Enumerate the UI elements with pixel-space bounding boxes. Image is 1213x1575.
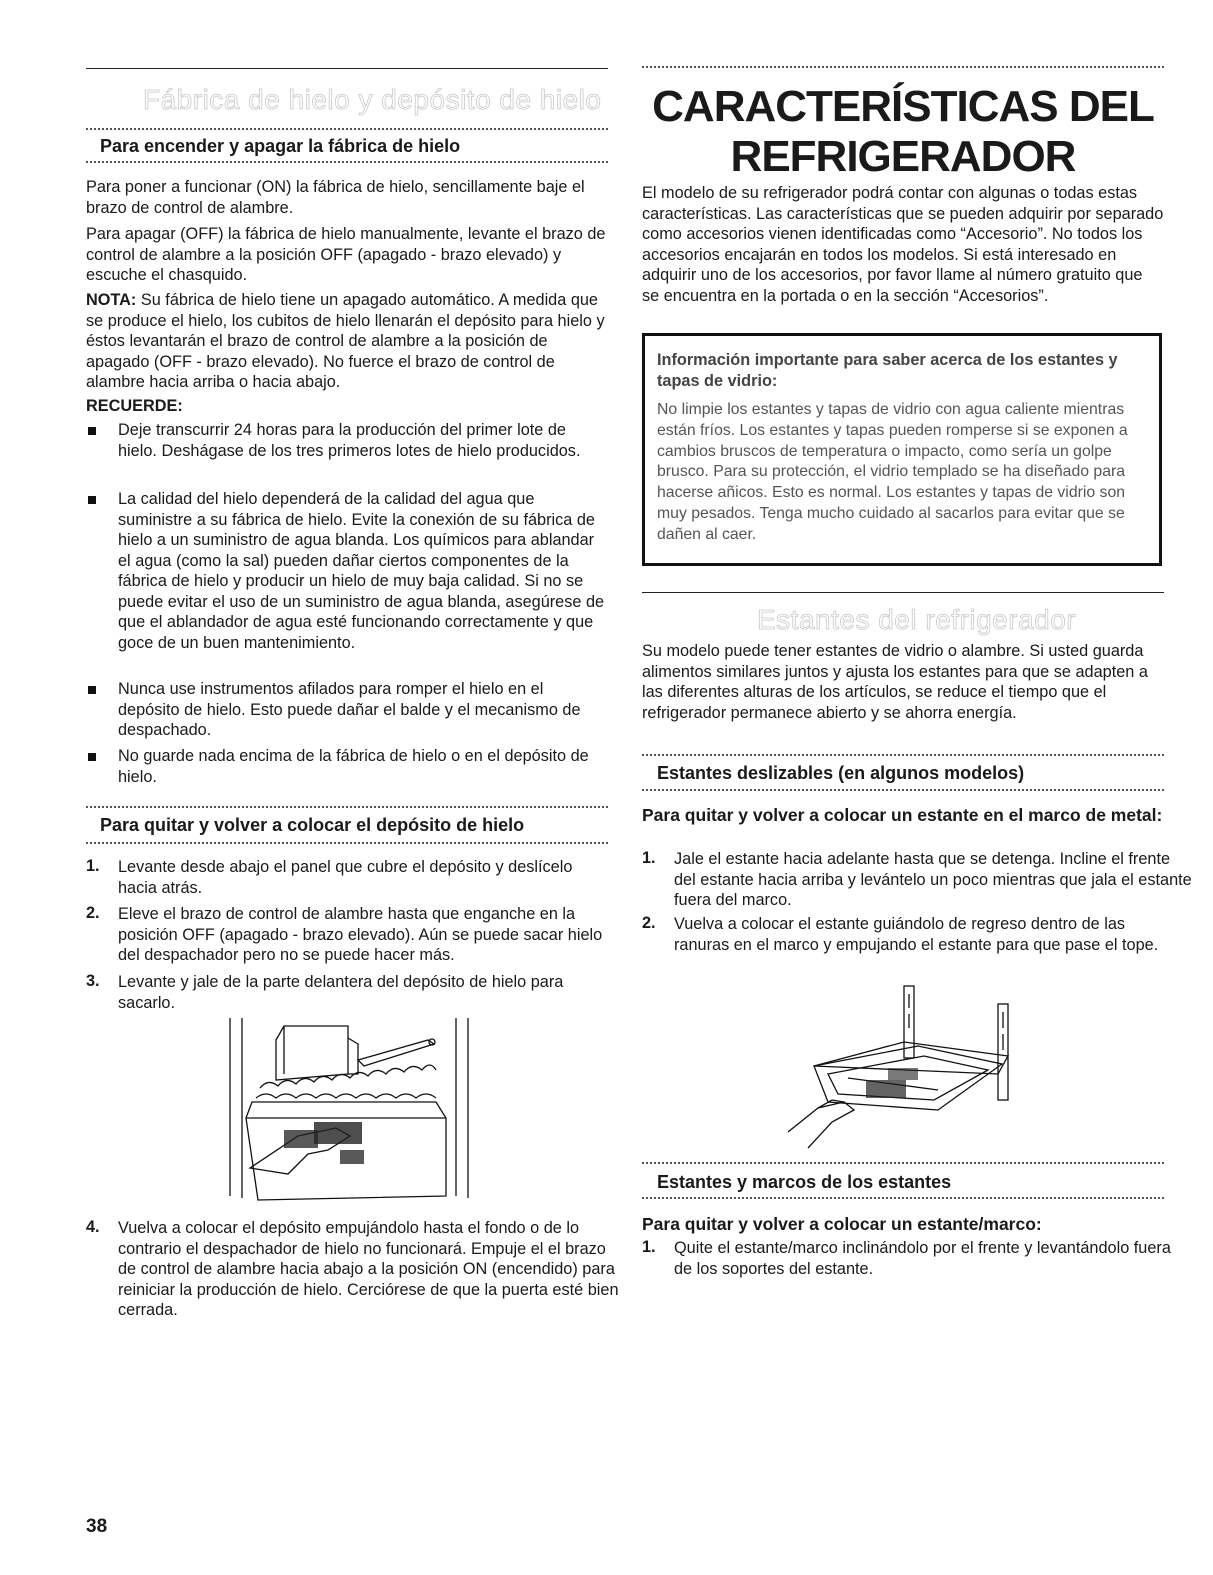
note-text: Su fábrica de hielo tiene un apagado automático. A medida que se produce el hielo, los cubitos de hielo llenarán el depósito para hielo y éstos levantarán el brazo de control de alambre a la posición de apagado (OFF - brazo elevado). No fuerce el brazo de control de alambre hacia arriba o hacia abajo. [86,291,605,391]
paragraph: Su modelo puede tener estantes de vidrio o alambre. Si usted guarda alimentos similares juntos y ajusta los estantes para que se adapten a las diferentes alturas de los artículos, se reduce el tiempo que el refrigerador permanece abierto y se ahorra energía. [642,642,1148,722]
glass-shelves-info-box [642,333,1162,566]
subheading-shelf-frames: Estantes y marcos de los estantes [657,1172,952,1192]
dotted-rule [642,754,1164,756]
list-item: Nunca use instrumentos afilados para romper el hielo en el depósito de hielo. Esto puede dañar el balde y el mecanismo de despachado. [86,679,608,741]
section-title-shelves: Estantes del refrigerador [757,604,1077,635]
paragraph: Para apagar (OFF) la fábrica de hielo manualmente, levante el brazo de control de alambre a la posición OFF (apagado - brazo elevado) y escuche el chasquido. [86,225,606,284]
procedure-heading: Para quitar y volver a colocar un estante/marco: [642,1214,1042,1234]
ice-bin-illustration [228,1018,478,1208]
list-item: La calidad del hielo dependerá de la calidad del agua que suministre a su fábrica de hielo. Evite la conexión de su fábrica de hielo a un suministro de agua blanda. Los químicos para ablandar el agua (como la sal) pueden dañar ciertos componentes de la fábrica de hielo y producir un hielo de muy baja calidad. Si no se puede evitar el uso de un suministro de agua blanda, asegúrese de que el ablandador de agua esté funcionando correctamente y que goce de un buen mantenimiento. [86,489,608,653]
dotted-rule [642,66,1164,68]
dotted-rule [642,1197,1164,1199]
note-label: NOTA: [86,291,137,309]
bullet-icon [88,496,96,504]
section-title-ice-maker: Fábrica de hielo y depósito de hielo [143,84,602,115]
step-item: 1. Levante desde abajo el panel que cubre el depósito y deslícelo hacia atrás. [86,857,573,897]
procedure-heading: Para quitar y volver a colocar un estante en el marco de metal: [642,805,1163,825]
section-rule [642,592,1164,593]
dotted-rule [86,128,608,130]
sliding-shelf-illustration [788,982,1020,1154]
step-item: 2. Vuelva a colocar el estante guiándolo de regreso dentro de las ranuras en el marco y empujando el estante para que pase el tope. [642,914,1159,954]
note-paragraph [86,290,608,393]
page-title: CARACTERÍSTICAS DEL REFRIGERADOR [652,82,1154,181]
step-item: 3. Levante y jale de la parte delantera del depósito de hielo para sacarlo. [86,972,564,1012]
subheading-ice-bin: Para quitar y volver a colocar el depósito de hielo [100,815,525,835]
dotted-rule [642,789,1164,791]
info-box-title: Información importante para saber acerca de los estantes y tapas de vidrio: [657,351,1118,390]
step-item: 1. Jale el estante hacia adelante hasta que se detenga. Incline el frente del estante hacia arriba y levántelo un poco mientras que jala el estante fuera del marco. [642,849,1192,909]
list-item: No guarde nada encima de la fábrica de hielo o en el depósito de hielo. [86,746,608,787]
remember-label: RECUERDE: [86,397,183,415]
page-number: 38 [86,1516,108,1537]
subheading-sliding-shelves: Estantes deslizables (en algunos modelos) [657,763,1025,783]
intro-paragraph: El modelo de su refrigerador podrá contar con algunas o todas estas características. Las características que se pueden adquirir por separado como accesorios vienen identificadas como “Accesorio”. No todos los accesorios encajarán en todos los modelos. Si está interesado en adquirir uno de los accesorios, por favor llame al número gratuito que se encuentra en la portada o en la sección “Accesorios”. [642,184,1164,305]
paragraph: Para poner a funcionar (ON) la fábrica de hielo, sencillamente baje el brazo de control de alambre. [86,178,585,217]
bullet-icon [88,753,96,761]
dotted-rule [86,806,608,808]
step-item: 2. Eleve el brazo de control de alambre hasta que enganche en la posición OFF (apagado - brazo elevado). Aún se puede sacar hielo del despachador pero no se puede hacer más. [86,904,603,964]
info-box-text: No limpie los estantes y tapas de vidrio con agua caliente mientras están fríos. Los estantes y tapas pueden romperse si se exponen a cambios bruscos de temperatura o impacto, como sería un golpe brusco. Para su protección, el vidrio templado se ha diseñado para hacerse añicos. Esto es normal. Los estantes y tapas de vidrio son muy pesados. Tenga mucho cuidado al sacarlos para evitar que se dañen al caer. [657,401,1128,543]
dotted-rule [642,1162,1164,1164]
dotted-rule [86,161,608,163]
bullet-icon [88,427,96,435]
subheading-ice-maker-onoff: Para encender y apagar la fábrica de hielo [100,136,461,156]
dotted-rule [86,842,608,844]
section-rule [86,68,608,69]
bullet-icon [88,686,96,694]
step-item: 1. Quite el estante/marco inclinándolo por el frente y levantándolo fuera de los soportes del estante. [642,1238,1171,1278]
list-item: Deje transcurrir 24 horas para la producción del primer lote de hielo. Deshágase de los tres primeros lotes de hielo producidos. [86,420,608,461]
step-item: 4. Vuelva a colocar el depósito empujándolo hasta el fondo o de lo contrario el despachador de hielo no funcionará. Empuje el el brazo de control de alambre hacia abajo a la posición ON (encendido) para reiniciar la producción de hielo. Cerciórese de que la puerta esté bien cerrada. [86,1218,619,1319]
